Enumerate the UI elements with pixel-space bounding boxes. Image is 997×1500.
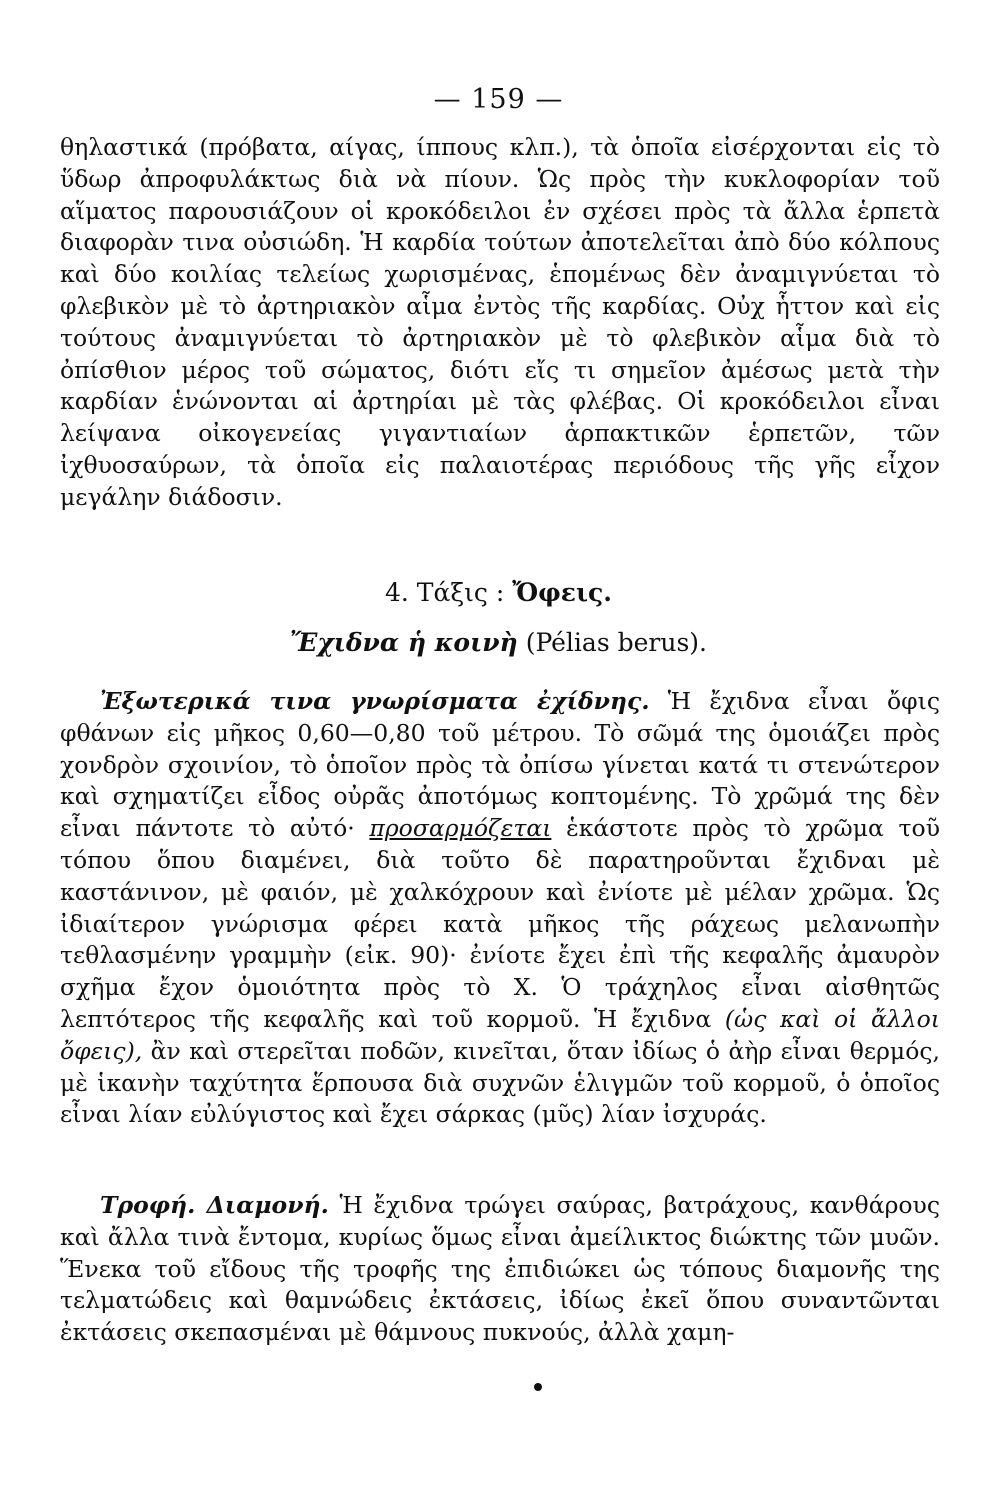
section-title: Ἐξωτερικά τινα γνωρίσματα ἐχίδνης. <box>100 687 650 715</box>
order-heading-prefix: 4. Τάξις : <box>385 578 505 607</box>
section-external-features <box>60 686 940 1131</box>
section-title: Τροφή. Διαμονή. <box>100 1191 329 1219</box>
paragraph-crocodile-circulation <box>60 132 940 514</box>
underlined-term: προσαρμόζεται <box>369 814 552 843</box>
section-text: ἑκάστοτε πρὸς τὸ χρῶμα τοῦ τόπου ὅπου διαμένει, διὰ τοῦτο δὲ παρατηροῦνται ἔχιδναι μὲ καστάνινον, μὲ φαιόν, μὲ χαλκόχρουν καὶ ἐνίοτε μὲ μέλαν χρῶμα. Ὡς ἰδιαίτερον γνώρισμα φέρει κατὰ μῆκος τῆς ράχεως μελανωπὴν τεθλασμένην γραμμὴν (εἰκ. 90)· ἐνίοτε ἔχει ἐπὶ τῆς κεφαλῆς ἀμαυρὸν σχῆμα ἔχον ὁμοιότητα πρὸς τὸ Χ. Ὁ τράχηλος εἶναι αἰσθητῶς λεπτότερος τῆς κεφαλῆς καὶ τοῦ κορμοῦ. Ἡ ἔχιδνα <box>60 814 940 1033</box>
species-heading <box>0 628 997 657</box>
section-text: Ἡ ἔχιδνα εἶναι ὄφις φθάνων εἰς μῆκος 0,60—0,80 τοῦ μέτρου. Τὸ σῶμά της ὁμοιάζει πρὸς χονδρὸν σχοινίον, τὸ ὁποῖον πρὸς τὰ ὀπίσω γίνεται κατά τι στενώτερον καὶ σχηματίζει εἶδος οὐρᾶς ἀποτόμως κοπτομένης. Τὸ χρῶμά της δὲν εἶναι πάντοτε τὸ αὐτό· <box>60 687 940 843</box>
page-number: — 159 — <box>433 84 564 115</box>
section-text: Ἡ ἔχιδνα τρώγει σαύρας, βατράχους, κανθάρους καὶ ἄλλα τινὰ ἔντομα, κυρίως ὅμως εἶναι ἀμείλικτος διώκτης τῶν μυῶν. Ἕνεκα τοῦ εἴδους τῆς τροφῆς της ἐπιδιώκει ὡς τόπους διαμονῆς της τελματώδεις καὶ θαμνώδεις ἐκτάσεις, ἰδίως ἐκεῖ ὅπου συναντῶνται ἐκτάσεις σκεπασμέναι μὲ θάμνους πυκνούς, ἀλλὰ χαμη- <box>60 1191 940 1347</box>
order-heading-name: Ὄφεις. <box>512 578 612 607</box>
section-text: ἂν καὶ στερεῖται ποδῶν, κινεῖται, ὅταν ἰδίως ὁ ἀὴρ εἶναι θερμός, μὲ ἱκανὴν ταχύτητα ἕρπουσα διὰ συχνῶν ἑλιγμῶν τοῦ κορμοῦ, ὁ ὁποῖος εἶναι λίαν εὐλύγιστος καὶ ἔχει σάρκας (μῦς) λίαν ἰσχυράς. <box>60 1036 940 1129</box>
species-greek-name: Ἔχιδνα ἡ κοινὴ <box>289 628 518 657</box>
section-paragraph <box>60 686 940 1131</box>
printer-mark <box>534 1383 542 1391</box>
italic-note: (ὡς καὶ οἱ ἄλλοι ὄφεις), <box>60 1004 940 1065</box>
species-latin-name: (Pélias berus). <box>525 628 707 657</box>
section-food-habitat <box>60 1190 940 1349</box>
section-paragraph <box>60 1190 940 1349</box>
paragraph-text: θηλαστικά (πρόβατα, αίγας, ίππους κλπ.), τὰ ὁποῖα εἰσέρχονται εἰς τὸ ὕδωρ ἀπροφυλάκτως διὰ νὰ πίουν. Ὡς πρὸς τὴν κυκλοφορίαν τοῦ αἵματος παρουσιάζουν οἱ κροκόδειλοι ἐν σχέσει πρὸς τὰ ἄλλα ἑρπετὰ διαφορὰν τινα οὐσιώδη. Ἡ καρδία τούτων ἀποτελεῖται ἀπὸ δύο κόλπους καὶ δύο κοιλίας τελείως χωρισμένας, ἑπομένως δὲν ἀναμιγνύεται τὸ φλεβικὸν μὲ τὸ ἀρτηριακὸν αἷμα ἐντὸς τῆς καρδίας. Οὐχ ἧττον καὶ εἰς τούτους ἀναμιγνύεται τὸ ἀρτηριακὸν μὲ τὸ φλεβικὸν αἷμα διὰ τὸ ὀπίσθιον μέρος τοῦ σώματος, διότι εἴς τι σημεῖον ἀμέσως μετὰ τὴν καρδίαν ἑνώνονται αἱ ἀρτηρίαι μὲ τὰς φλέβας. Οἱ κροκόδειλοι εἶναι λείψανα οἰκογενείας γιγαντιαίων ἁρπακτικῶν ἑρπετῶν, τῶν ἰχθυοσαύρων, τὰ ὁποῖα εἰς παλαιοτέρας περιόδους τῆς γῆς εἶχον μεγάλην διάδοσιν. <box>60 133 940 511</box>
order-heading <box>0 578 997 607</box>
